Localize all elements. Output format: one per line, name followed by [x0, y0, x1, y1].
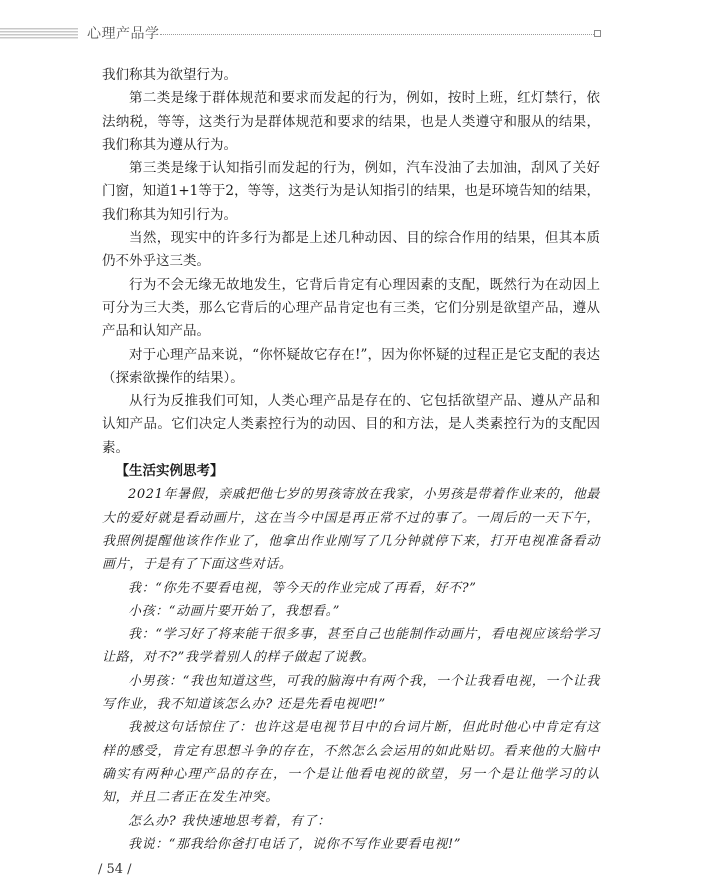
body-text: [102, 64, 600, 856]
paragraph: 从行为反推我们可知，人类心理产品是存在的、它包括欲望产品、遵从产品和认知产品。它们决定人类素控行为的动因、目的和方法，是人类素控行为的支配因素。: [102, 393, 600, 456]
case-paragraph: 2021年暑假，亲戚把他七岁的男孩寄放在我家，小男孩是带着作业来的，他最大的爱好就是看动画片，这在当今中国是再正常不过的事了。一周后的一天下午，我照例提醒他该作作业了，他拿出作业刚写了几分钟就停下来，打开电视准备看动画片，于是有了下面这些对话。: [102, 487, 600, 573]
case-paragraph: 我：“你先不要看电视，等今天的作业完成了再看，好不?”: [128, 580, 477, 596]
case-paragraph: 我说：“那我给你爸打电话了，说你不写作业要看电视!”: [128, 836, 462, 852]
paragraph: 行为不会无缘无故地发生，它背后肯定有心理因素的支配，既然行为在动因上可分为三大类，那么它背后的心理产品肯定也有三类，它们分别是欲望产品，遵从产品和认知产品。: [102, 276, 600, 340]
case-section-heading: 【生活实例思考】: [115, 463, 224, 480]
header-dotted-rule: [160, 34, 594, 35]
paragraph: 第二类是缘于群体规范和要求而发起的行为，例如，按时上班，红灯禁行，依法纳税，等等，这类行为是群体规范和要求的结果，也是人类遵守和服从的结果，我们称其为遵从行为。: [102, 90, 600, 153]
paragraph: 对于心理产品来说，“你怀疑故它存在!”，因为你怀疑的过程正是它支配的表达（探索欲操作的结果）。: [102, 346, 600, 386]
paragraph: 我们称其为欲望行为。: [102, 67, 237, 83]
paragraph: 当然，现实中的许多行为都是上述几种动因、目的综合作用的结果，但其本质仍不外乎这三类。: [102, 230, 600, 270]
case-paragraph: 小孩：“动画片要开始了，我想看。”: [128, 603, 340, 619]
header-decoration-bars: [0, 28, 78, 40]
paragraph: 第三类是缘于认知指引而发起的行为，例如，汽车没油了去加油，刮风了关好门窗，知道1+1等于2，等等，这类行为是认知指引的结果，也是环境告知的结果，我们称其为知引行为。: [102, 160, 600, 223]
case-paragraph: 我：“学习好了将来能干很多事，甚至自己也能制作动画片，看电视应该给学习让路，对不?”我学着别人的样子做起了说教。: [102, 627, 600, 666]
case-paragraph: 小男孩：“我也知道这些，可我的脑海中有两个我，一个让我看电视，一个让我写作业，我不知道该怎么办? 还是先看电视吧!”: [102, 673, 600, 713]
header-rule-end-square: [594, 30, 601, 37]
page-number: / 54 /: [98, 862, 132, 877]
case-paragraph: 怎么办? 我快速地思考着，有了：: [128, 813, 331, 829]
case-paragraph: 我被这句话惊住了：也许这是电视节目中的台词片断，但此时他心中肯定有这样的感受，肯定有思想斗争的存在，不然怎么会运用的如此贴切。看来他的大脑中确实有两种心理产品的存在，一个是让他看电视的欲望，另一个是让他学习的认知，并且二者正在发生冲突。: [102, 720, 600, 806]
running-header-title: 心理产品学: [87, 26, 160, 42]
running-header: [0, 24, 710, 44]
